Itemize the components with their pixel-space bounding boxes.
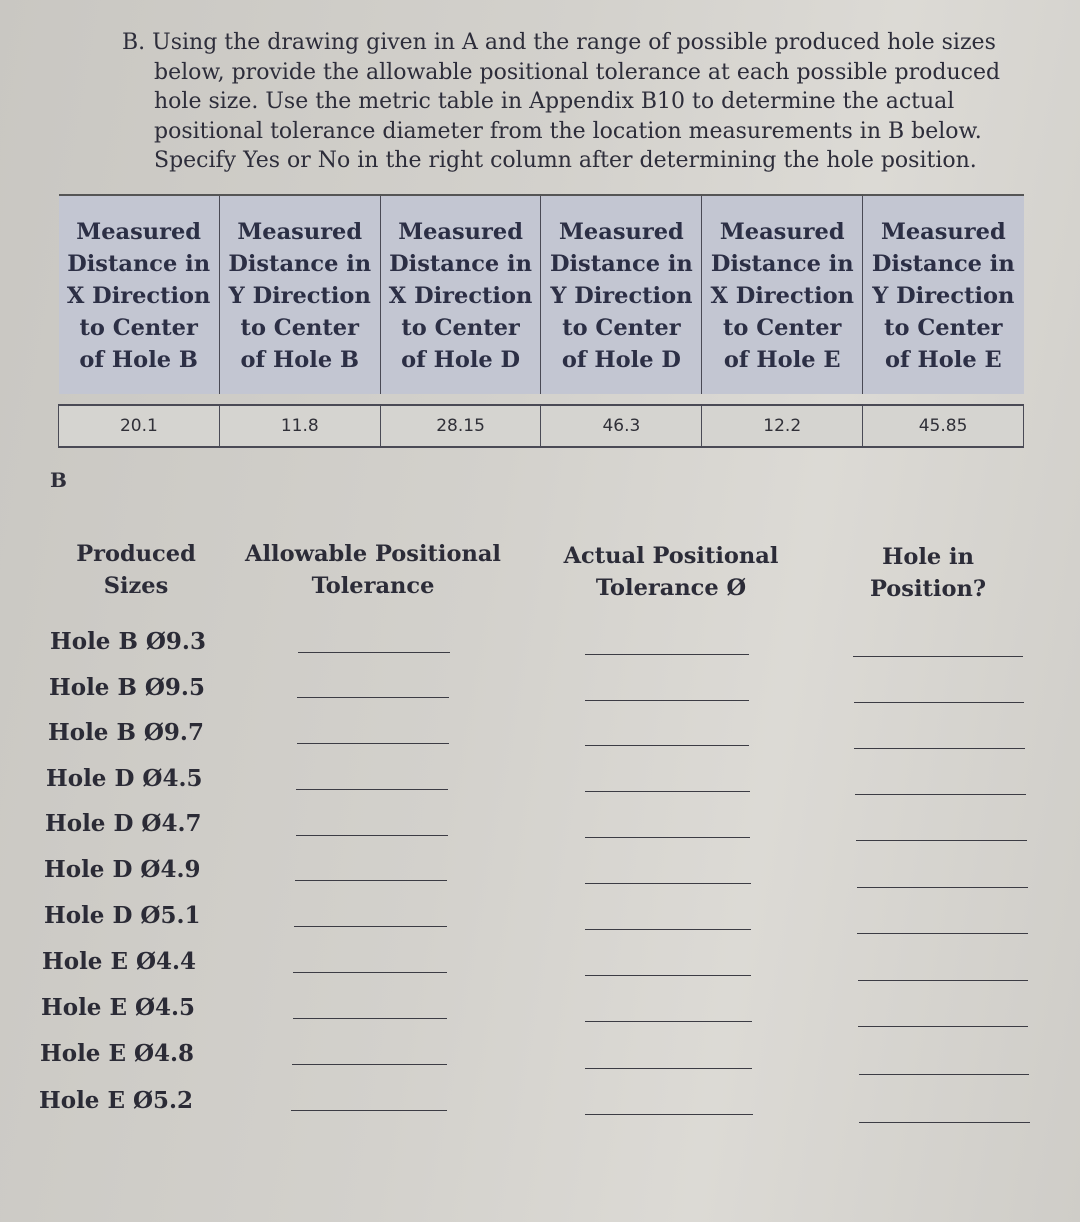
header-line: of Hole B <box>79 347 198 373</box>
header-line: to Center <box>240 315 359 341</box>
in-position-blank[interactable] <box>854 702 1024 703</box>
in-position-blank[interactable] <box>856 840 1027 841</box>
header-line: Distance in <box>549 251 693 277</box>
allowable-tolerance-blank[interactable] <box>294 926 447 927</box>
actual-tolerance-blank[interactable] <box>585 745 749 746</box>
allowable-tolerance-blank[interactable] <box>296 789 448 790</box>
allowable-tolerance-blank[interactable] <box>297 697 449 698</box>
header-line: of Hole E <box>723 347 841 373</box>
in-position-blank[interactable] <box>854 748 1025 749</box>
produced-size-label: Hole E Ø4.5 <box>41 994 196 1021</box>
header-line: to Center <box>884 315 1003 341</box>
header-line: Hole in <box>882 544 974 570</box>
header-line: of Hole E <box>885 347 1002 373</box>
in-position-blank[interactable] <box>853 656 1023 657</box>
produced-size-label: Hole D Ø4.5 <box>46 765 203 792</box>
header-line: Measured <box>559 219 684 245</box>
header-x-hole-e <box>702 195 863 394</box>
produced-size-label: Hole B Ø9.5 <box>49 674 205 701</box>
header-line: Measured <box>880 219 1006 245</box>
produced-sizes-header <box>58 538 214 602</box>
actual-tolerance-blank[interactable] <box>585 837 750 838</box>
header-line: to Center <box>79 315 198 341</box>
produced-size-label: Hole B Ø9.3 <box>50 628 206 655</box>
value-y-hole-b: 11.8 <box>219 405 380 447</box>
header-y-hole-e <box>863 195 1024 394</box>
value-y-hole-d: 46.3 <box>541 405 702 447</box>
actual-tolerance-blank[interactable] <box>585 929 751 930</box>
header-x-hole-b <box>59 195 220 394</box>
section-label: B <box>50 468 67 492</box>
allowable-tolerance-blank[interactable] <box>298 652 450 653</box>
instruction-line: Specify Yes or No in the right column after determining the hole position. <box>154 148 977 173</box>
produced-size-label: Hole B Ø9.7 <box>48 719 204 746</box>
produced-size-label: Hole D Ø5.1 <box>44 902 201 929</box>
allowable-tolerance-blank[interactable] <box>297 743 449 744</box>
header-line: X Direction <box>388 283 533 309</box>
header-y-hole-b <box>219 195 380 394</box>
actual-tolerance-blank[interactable] <box>585 700 749 701</box>
header-line: Position? <box>869 576 987 602</box>
header-line: Tolerance <box>311 573 435 599</box>
header-y-hole-d <box>541 195 702 394</box>
value-x-hole-b: 20.1 <box>59 405 220 447</box>
in-position-blank[interactable] <box>857 933 1028 934</box>
header-line: Distance in <box>710 251 854 277</box>
header-line: Sizes <box>103 573 169 599</box>
allowable-tolerance-blank[interactable] <box>293 1018 447 1019</box>
header-line: X Direction <box>66 283 211 309</box>
header-x-hole-d <box>380 195 541 394</box>
value-y-hole-e: 45.85 <box>863 405 1024 447</box>
in-position-blank[interactable] <box>858 980 1028 981</box>
header-line: Allowable Positional <box>245 541 501 567</box>
measurement-value-row <box>59 405 1024 447</box>
header-line: Distance in <box>871 251 1015 277</box>
header-line: Distance in <box>228 251 372 277</box>
actual-tolerance-blank[interactable] <box>585 791 750 792</box>
in-position-blank[interactable] <box>855 794 1026 795</box>
produced-size-label: Hole D Ø4.7 <box>45 810 202 837</box>
allowable-tolerance-blank[interactable] <box>291 1110 447 1111</box>
header-line: to Center <box>723 315 842 341</box>
in-position-blank[interactable] <box>859 1074 1029 1075</box>
header-line: Measured <box>237 219 363 245</box>
header-line: Y Direction <box>550 283 693 309</box>
header-line: Y Direction <box>872 283 1015 309</box>
hole-in-position-header <box>858 541 998 605</box>
header-line: Measured <box>398 219 523 245</box>
actual-tolerance-blank[interactable] <box>585 1068 752 1069</box>
header-line: Tolerance Ø <box>595 575 747 601</box>
instruction-line: positional tolerance diameter from the location measurements in B below. <box>154 118 982 144</box>
header-line: Distance in <box>67 251 211 277</box>
actual-tolerance-blank[interactable] <box>585 1021 752 1022</box>
produced-size-label: Hole D Ø4.9 <box>44 856 201 883</box>
allowable-tolerance-header <box>238 538 508 602</box>
header-line: to Center <box>562 315 681 341</box>
actual-tolerance-blank[interactable] <box>585 1114 753 1115</box>
in-position-blank[interactable] <box>857 887 1028 888</box>
header-line: of Hole B <box>240 347 359 373</box>
header-line: to Center <box>401 315 520 341</box>
table-spacer <box>59 394 1024 405</box>
header-line: of Hole D <box>401 347 521 373</box>
header-line: Y Direction <box>228 283 371 309</box>
instruction-line: B. Using the drawing given in A and the range of possible produced hole sizes <box>122 30 996 55</box>
header-line: Measured <box>719 219 845 245</box>
in-position-blank[interactable] <box>859 1122 1030 1123</box>
header-line: of Hole D <box>561 347 681 373</box>
instructions-paragraph <box>122 28 1012 176</box>
actual-tolerance-header <box>556 540 786 604</box>
allowable-tolerance-blank[interactable] <box>292 1064 447 1065</box>
produced-size-label: Hole E Ø4.4 <box>42 948 197 975</box>
header-line: X Direction <box>710 283 854 309</box>
value-x-hole-d: 28.15 <box>380 405 541 447</box>
allowable-tolerance-blank[interactable] <box>295 880 447 881</box>
in-position-blank[interactable] <box>858 1026 1028 1027</box>
measurement-header-row <box>59 195 1024 394</box>
actual-tolerance-blank[interactable] <box>585 654 749 655</box>
header-line: Distance in <box>389 251 532 277</box>
actual-tolerance-blank[interactable] <box>585 975 751 976</box>
actual-tolerance-blank[interactable] <box>585 883 751 884</box>
value-x-hole-e: 12.2 <box>702 405 863 447</box>
instruction-line: hole size. Use the metric table in Appendix B10 to determine the actual <box>154 89 955 114</box>
header-line: Actual Positional <box>563 543 779 569</box>
measurement-table <box>58 194 1024 448</box>
produced-size-label: Hole E Ø4.8 <box>40 1040 195 1067</box>
allowable-tolerance-blank[interactable] <box>296 835 448 836</box>
allowable-tolerance-blank[interactable] <box>293 972 447 973</box>
header-line: Produced <box>76 541 196 567</box>
header-line: Measured <box>76 219 202 245</box>
produced-size-label: Hole E Ø5.2 <box>39 1087 194 1114</box>
instruction-line: below, provide the allowable positional tolerance at each possible produced <box>154 59 1001 85</box>
